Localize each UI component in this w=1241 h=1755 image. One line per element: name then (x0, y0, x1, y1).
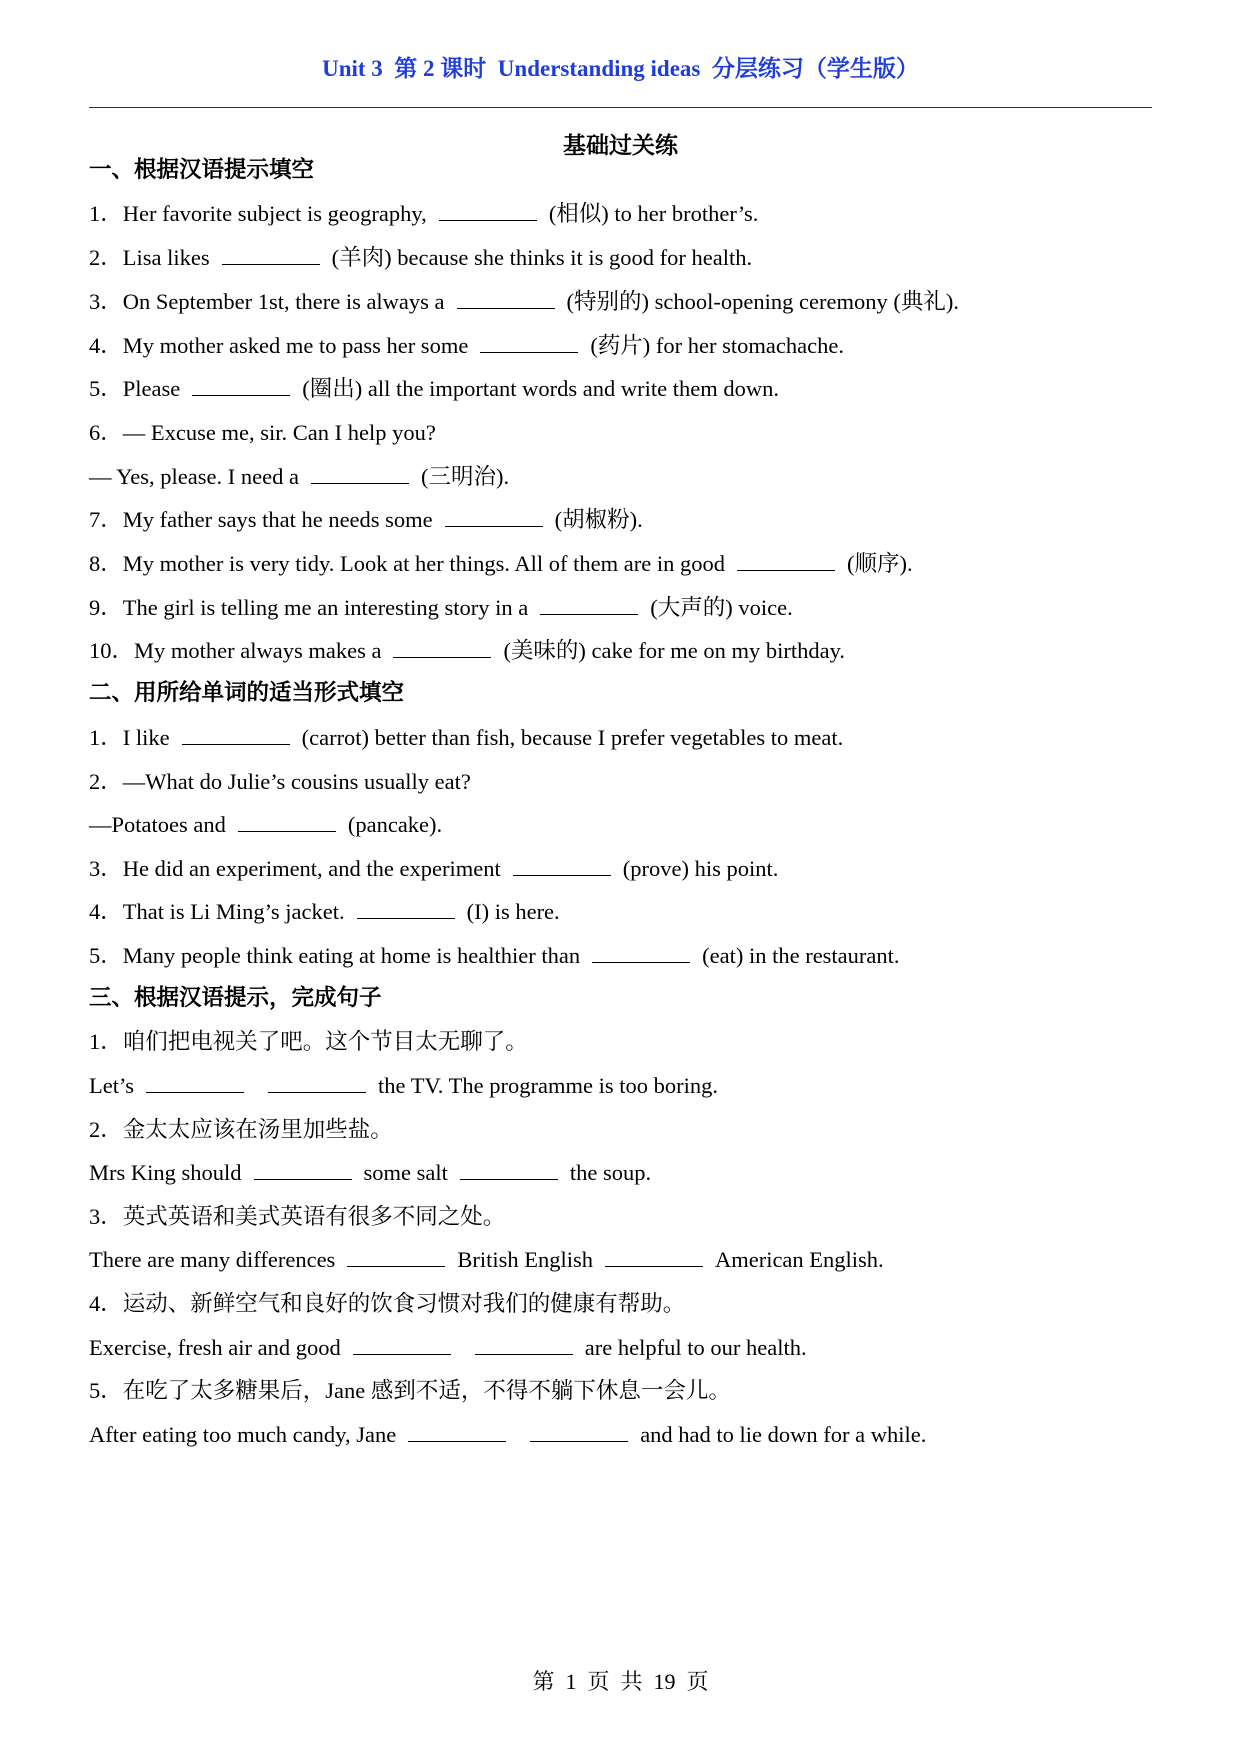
answer-blank (475, 1333, 573, 1355)
question-text: 1．I like (89, 725, 170, 750)
answer-blank (605, 1245, 703, 1267)
answer-blank (460, 1158, 558, 1180)
question-text: (prove) his point. (622, 856, 779, 881)
question-text: (carrot) better than fish, because I prefer vegetables to meat. (301, 725, 844, 750)
question-text: — Yes, please. I need a (89, 464, 299, 489)
question-line (89, 1376, 731, 1406)
question-text: 8．My mother is very tidy. Look at her things. All of them are in good (89, 551, 725, 576)
document-header: Unit 3 第 2 课时 Understanding ideas 分层练习（学生版） (322, 56, 919, 81)
page-number-footer: 第 1 页 共 19 页 (532, 1669, 709, 1694)
question-text: (大声的) voice. (650, 595, 793, 620)
question-text: the soup. (569, 1160, 652, 1185)
question-text: After eating too much candy, Jane (89, 1422, 397, 1447)
question-text: 5．Many people think eating at home is healthier than (89, 943, 581, 968)
question-text: 2．Lisa likes (89, 245, 210, 270)
answer-blank (311, 462, 409, 484)
question-text: 2．—What do Julie’s cousins usually eat? (89, 769, 471, 794)
question-text: 10．My mother always makes a (89, 638, 382, 663)
question-line (89, 287, 959, 317)
question-line (89, 549, 913, 579)
question-text: 4．That is Li Ming’s jacket. (89, 899, 345, 924)
question-line (89, 199, 758, 229)
question-text: There are many differences (89, 1247, 336, 1272)
question-text: (特别的) school-opening ceremony (典礼). (566, 289, 959, 314)
question-text: 2．金太太应该在汤里加些盐。 (89, 1117, 393, 1142)
question-line (89, 418, 436, 448)
question-line (89, 243, 752, 273)
question-text: 9．The girl is telling me an interesting story in a (89, 595, 529, 620)
question-line (89, 462, 509, 492)
question-text: Mrs King should (89, 1160, 242, 1185)
question-line (89, 331, 844, 361)
answer-blank (353, 1333, 451, 1355)
question-text: 1．咱们把电视关了吧。这个节目太无聊了。 (89, 1029, 528, 1054)
question-text: 4．My mother asked me to pass her some (89, 333, 469, 358)
question-text: (pancake). (347, 812, 443, 837)
question-text: Exercise, fresh air and good (89, 1335, 341, 1360)
question-line (89, 1115, 393, 1145)
answer-blank (192, 374, 290, 396)
question-line (89, 767, 471, 797)
question-line (89, 1289, 685, 1319)
question-text: (美味的) cake for me on my birthday. (503, 638, 846, 663)
question-text: (羊肉) because she thinks it is good for health. (331, 245, 753, 270)
section-2-heading: 二、用所给单词的适当形式填空 (89, 680, 405, 705)
question-text: (eat) in the restaurant. (702, 943, 900, 968)
question-text: (相似) to her brother’s. (548, 201, 759, 226)
question-line (89, 723, 843, 753)
question-text: (顺序). (846, 551, 913, 576)
question-line (89, 854, 778, 884)
answer-blank (254, 1158, 352, 1180)
header-divider (89, 107, 1152, 108)
question-line (89, 593, 793, 623)
question-line (89, 1071, 718, 1101)
question-text: (圈出) all the important words and write them down. (302, 376, 780, 401)
question-text: (三明治). (420, 464, 510, 489)
answer-blank (182, 723, 290, 745)
question-text: 4．运动、新鲜空气和良好的饮食习惯对我们的健康有帮助。 (89, 1291, 686, 1316)
question-text: and had to lie down for a while. (640, 1422, 927, 1447)
question-line (89, 1333, 807, 1363)
question-line (89, 941, 900, 971)
question-line (89, 897, 560, 927)
question-text: (胡椒粉). (554, 507, 643, 532)
section-1-heading: 一、根据汉语提示填空 (89, 157, 315, 182)
section-3-heading: 三、根据汉语提示，完成句子 (89, 985, 382, 1010)
question-text: 3．He did an experiment, and the experiment (89, 856, 501, 881)
question-line (89, 636, 845, 666)
answer-blank (222, 243, 320, 265)
question-text: 3．英式英语和美式英语有很多不同之处。 (89, 1204, 506, 1229)
answer-blank (146, 1071, 244, 1093)
question-text: 5．Please (89, 376, 181, 401)
answer-blank (480, 331, 578, 353)
question-text: American English. (714, 1247, 884, 1272)
question-text: 5．在吃了太多糖果后，Jane 感到不适，不得不躺下休息一会儿。 (89, 1378, 731, 1403)
answer-blank (268, 1071, 366, 1093)
question-line (89, 1027, 528, 1057)
question-line (89, 1245, 884, 1275)
question-text: 7．My father says that he needs some (89, 507, 433, 532)
answer-blank (238, 810, 336, 832)
question-line (89, 810, 442, 840)
answer-blank (347, 1245, 445, 1267)
answer-blank (357, 897, 455, 919)
question-text: (I) is here. (466, 899, 560, 924)
answer-blank (445, 505, 543, 527)
answer-blank (393, 636, 491, 658)
question-line (89, 374, 779, 404)
question-text: British English (457, 1247, 593, 1272)
answer-blank (439, 199, 537, 221)
question-line (89, 505, 643, 535)
question-text: (药片) for her stomachache. (590, 333, 844, 358)
question-text: Let’s (89, 1073, 134, 1098)
question-text: the TV. The programme is too boring. (378, 1073, 718, 1098)
question-line (89, 1202, 505, 1232)
answer-blank (592, 941, 690, 963)
question-text: 1．Her favorite subject is geography, (89, 201, 427, 226)
answer-blank (540, 593, 638, 615)
question-line (89, 1420, 926, 1450)
answer-blank (737, 549, 835, 571)
question-text: 3．On September 1st, there is always a (89, 289, 445, 314)
answer-blank (530, 1420, 628, 1442)
answer-blank (457, 287, 555, 309)
answer-blank (513, 854, 611, 876)
question-text: —Potatoes and (89, 812, 226, 837)
answer-blank (408, 1420, 506, 1442)
question-text: are helpful to our health. (584, 1335, 807, 1360)
question-text: 6．— Excuse me, sir. Can I help you? (89, 420, 436, 445)
question-line (89, 1158, 651, 1188)
section-title: 基础过关练 (563, 133, 678, 158)
question-text: some salt (363, 1160, 448, 1185)
